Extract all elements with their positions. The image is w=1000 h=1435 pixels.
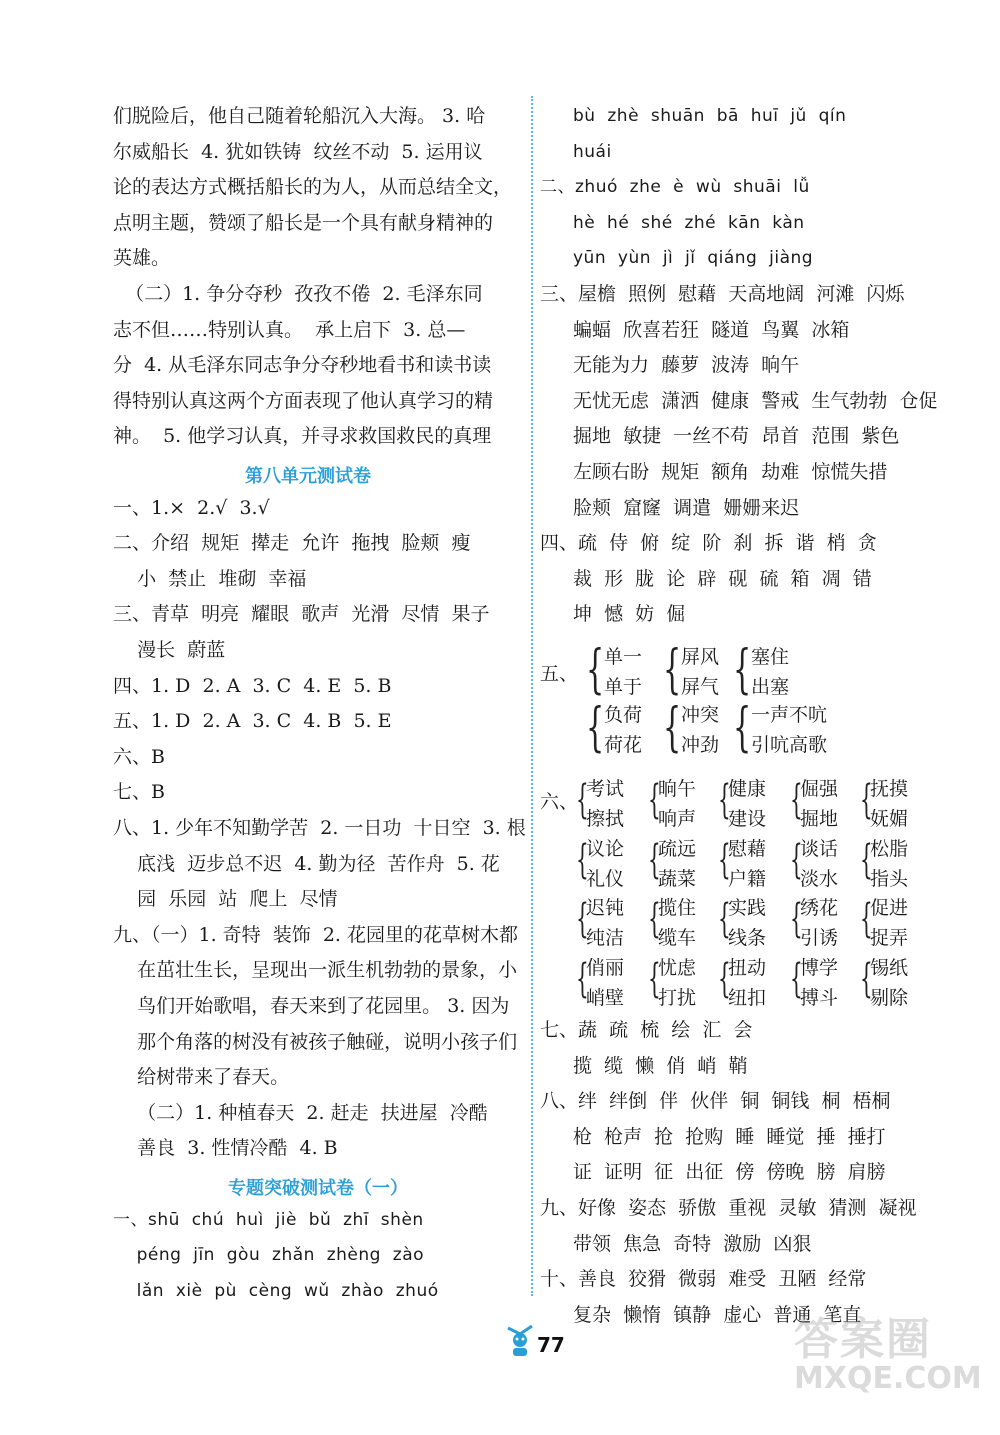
brace-icon: { (860, 955, 873, 1002)
answer-line: 得特别认真这两个方面表现了他认真学习的精 (113, 389, 494, 412)
brace-icon: { (576, 955, 589, 1002)
watermark-url: MXQE.COM (794, 1361, 982, 1396)
answer-line: 九、好像 姿态 骄傲 重视 灵敏 猜测 凝视 (540, 1197, 917, 1219)
brace-icon: { (733, 640, 752, 700)
answer-line: 左顾右盼 规矩 额角 劫难 惊慌失措 (573, 461, 888, 483)
answer-line: 园 乐园 站 爬上 尽情 (113, 888, 338, 911)
word-pair: 迟钝 纯洁 (586, 897, 625, 949)
watermark (794, 1303, 982, 1413)
brace-icon: { (648, 777, 661, 823)
answer-line: 神。 5. 他学习认真，并寻求救国救民的真理 (113, 425, 492, 448)
brace-icon: { (790, 777, 803, 823)
answer-line: 八、1. 少年不知勤学苦 2. 一日功 十日空 3. 根 (113, 817, 526, 839)
mascot-icon (504, 1322, 536, 1358)
brace-icon: { (576, 836, 589, 883)
word-pair: 扭动 纽扣 (728, 956, 767, 1009)
brace-icon: { (663, 640, 682, 700)
answer-line: 给树带来了春天。 (113, 1066, 290, 1089)
word-pair: 促进 捉弄 (870, 897, 909, 949)
answer-line: 五、1. D 2. A 3. C 4. B 5. E (113, 710, 392, 733)
answer-line: 一、1.× 2.√ 3.√ (113, 496, 270, 519)
word-pair: 揽住 缆车 (658, 897, 697, 949)
answer-line: 英雄。 (113, 247, 171, 270)
answer-line: 九、（一）1. 奇特 装饰 2. 花园里的花草树木都 (113, 923, 518, 946)
answer-line: 七、蔬 疏 梳 绘 汇 会 (540, 1019, 753, 1041)
word-pair: 慰藉 户籍 (728, 837, 767, 890)
section-heading-special: 专题突破测试卷（一） (228, 1178, 408, 1199)
answer-line: 十、善良 狡猾 微弱 难受 丑陋 经常 (540, 1268, 867, 1291)
answer-line: （二）1. 种植春天 2. 赶走 扶进屋 冷酷 (113, 1101, 488, 1124)
answer-line: 带领 焦急 奇特 激励 凶狠 (573, 1232, 812, 1255)
pinyin-line: huái (573, 141, 612, 162)
brace-icon: { (718, 836, 731, 883)
brace-icon: { (790, 896, 803, 942)
answer-line: 论的表达方式概括船长的为人，从而总结全文， (113, 176, 513, 199)
answer-line: 分 4. 从毛泽东同志争分夺秒地看书和读书读 (113, 354, 492, 377)
pinyin-line: lǎn xiè pù cèng wǔ zhào zhuó (113, 1280, 439, 1301)
word-pair: 屏风 屏气 (681, 646, 720, 698)
word-pair: 负荷 荷花 (604, 704, 643, 756)
answer-line: （二）1. 争分夺秒 孜孜不倦 2. 毛泽东同 (113, 283, 483, 305)
answer-line: 揽 缆 懒 俏 峭 鞘 (573, 1054, 748, 1077)
answer-line: 无忧无虑 潇洒 健康 警戒 生气勃勃 仓促 (573, 389, 938, 412)
answer-line: 那个角落的树没有被孩子触碰，说明小孩子们 (113, 1030, 518, 1053)
answer-line: 漫长 蔚蓝 (113, 639, 226, 661)
answer-line: 掘地 敏捷 一丝不苟 昂首 范围 紫色 (573, 425, 900, 448)
brace-icon: { (718, 955, 731, 1002)
word-pair: 松脂 指头 (870, 837, 909, 890)
answer-line: 六、B (113, 745, 165, 768)
answer-line: 三、屋檐 照例 慰藉 天高地阔 河滩 闪烁 (540, 283, 905, 305)
answer-line: 脸颊 窟窿 调遣 姗姗来迟 (573, 496, 800, 519)
brace-icon: { (733, 698, 752, 758)
brace-icon: { (586, 640, 605, 700)
answer-line: 蝙蝠 欣喜若狂 隧道 鸟翼 冰箱 (573, 318, 850, 341)
item-label: 六、 (540, 791, 579, 813)
watermark-logo: 答案圈 (794, 1314, 932, 1365)
answer-line: 七、B (113, 781, 165, 804)
word-pair: 实践 线条 (728, 897, 767, 949)
brace-icon: { (718, 777, 731, 823)
brace-icon: { (648, 955, 661, 1002)
brace-icon: { (860, 896, 873, 942)
answer-line: 八、绊 绊倒 伴 伙伴 铜 铜钱 桐 梧桐 (540, 1090, 891, 1113)
word-pair: 抚摸 妩媚 (870, 778, 909, 830)
word-pair: 博学 搏斗 (800, 956, 839, 1009)
brace-icon: { (663, 698, 682, 758)
pinyin-line: bù zhè shuān bā huī jǔ qín (573, 106, 847, 126)
word-pair: 考试 擦拭 (586, 778, 625, 830)
pinyin-line: péng jīn gòu zhǎn zhèng zào (113, 1245, 425, 1266)
answer-line: 点明主题，赞颂了船长是一个具有献身精神的 (113, 211, 494, 234)
item-label: 五、 (540, 663, 579, 685)
answer-line: 小 禁止 堆砌 幸福 (113, 567, 307, 590)
word-pair: 议论 礼仪 (586, 837, 625, 890)
word-pair: 健康 建设 (728, 778, 767, 830)
word-pair: 锡纸 剔除 (870, 956, 909, 1009)
pinyin-line: 二、zhuó zhe è wù shuāi lǚ (540, 177, 810, 198)
word-pair: 疏远 蔬菜 (658, 837, 697, 890)
brace-icon: { (648, 836, 661, 883)
column-divider (531, 96, 533, 1296)
brace-icon: { (790, 955, 803, 1002)
answer-line: 们脱险后，他自己随着轮船沉入大海。 3. 哈 (113, 105, 486, 127)
answer-line: 鸟们开始歌唱，春天来到了花园里。 3. 因为 (113, 995, 510, 1017)
answer-line: 尔威船长 4. 犹如铁铸 纹丝不动 5. 运用议 (113, 140, 483, 163)
answer-line: 在茁壮生长，呈现出一派生机勃勃的景象，小 (113, 959, 518, 982)
brace-icon: { (648, 896, 661, 942)
brace-icon: { (860, 777, 873, 823)
pinyin-line: yūn yùn jì jǐ qiáng jiàng (573, 248, 814, 269)
answer-line: 枪 枪声 抢 抢购 睡 睡觉 捶 捶打 (573, 1125, 886, 1148)
brace-icon: { (586, 698, 605, 758)
answer-line: 志不但……特别认真。 承上启下 3. 总— (113, 318, 466, 341)
brace-icon: { (790, 836, 803, 883)
brace-icon: { (576, 896, 589, 942)
brace-icon: { (576, 777, 589, 823)
word-pair: 晌午 响声 (658, 778, 697, 830)
word-pair: 谈话 淡水 (800, 837, 839, 890)
word-pair: 一声不吭 引吭高歌 (751, 704, 828, 756)
word-pair: 塞住 出塞 (751, 646, 790, 698)
answer-line: 复杂 懒惰 镇静 虚心 普通 笔直 (573, 1303, 862, 1326)
word-pair: 冲突 冲劲 (681, 704, 720, 756)
word-pair: 单一 单于 (604, 646, 643, 698)
page-number: 77 (537, 1333, 565, 1357)
word-pair: 绣花 引诱 (800, 897, 839, 949)
brace-icon: { (718, 896, 731, 942)
word-pair: 倔强 掘地 (800, 778, 839, 830)
pinyin-line: hè hé shé zhé kān kàn (573, 212, 805, 233)
brace-icon: { (860, 836, 873, 883)
word-pair: 俏丽 峭壁 (586, 956, 625, 1009)
section-heading-unit8: 第八单元测试卷 (245, 466, 371, 487)
answer-line: 善良 3. 性情冷酷 4. B (113, 1137, 338, 1160)
word-pair: 忧虑 打扰 (658, 956, 697, 1009)
answer-line: 坤 憾 妨 倔 (573, 603, 686, 626)
answer-line: 四、疏 侍 俯 绽 阶 刹 拆 谐 梢 贪 (540, 532, 877, 555)
answer-line: 三、青草 明亮 耀眼 歌声 光滑 尽情 果子 (113, 603, 490, 626)
answer-line: 无能为力 藤萝 波涛 晌午 (573, 354, 800, 377)
answer-line: 四、1. D 2. A 3. C 4. E 5. B (113, 674, 392, 697)
answer-line: 底浅 迈步总不迟 4. 勤为径 苦作舟 5. 花 (113, 852, 500, 875)
answer-line: 二、介绍 规矩 撵走 允许 拖拽 脸颊 瘦 (113, 532, 471, 555)
answer-line: 裁 形 胧 论 辟 砚 硫 箱 凋 错 (573, 567, 872, 590)
pinyin-line: 一、shū chú huì jiè bǔ zhī shèn (113, 1209, 424, 1230)
answer-line: 证 证明 征 出征 傍 傍晚 膀 肩膀 (573, 1161, 886, 1184)
